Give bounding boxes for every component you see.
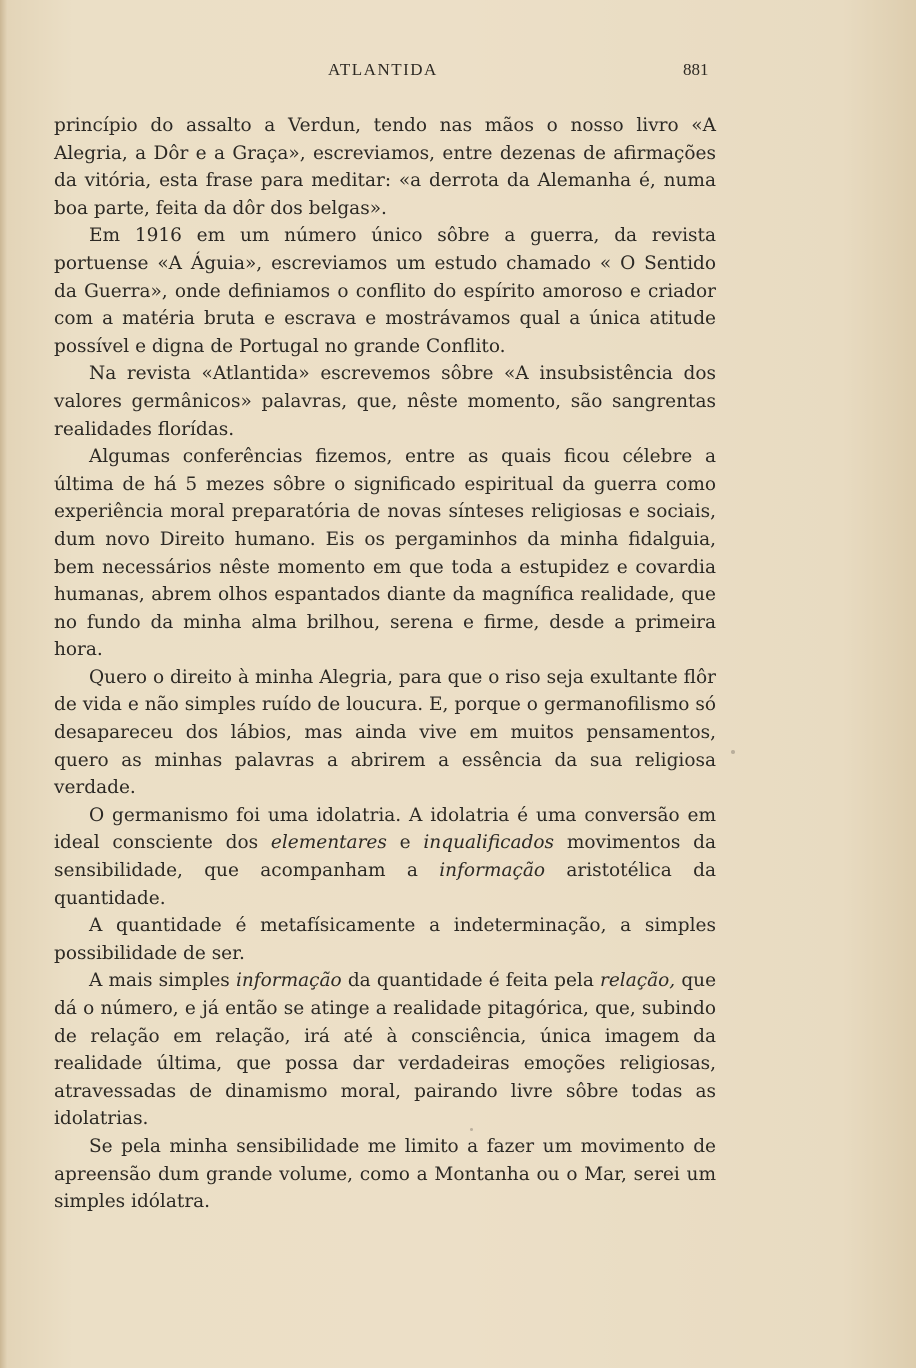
text-run: Em 1916 em um número único sôbre a guerra, da revista portuense «A Águia», escreviamos um estudo chamado « O Sentido da Guerra», onde definiamos o conflito do espírito amoroso e criador com a matéria bruta e escrava e mostrávamos qual a única atitude possível e digna de Portugal no grande Conflito.	[54, 225, 716, 357]
text-run: que dá o número, e já então se atinge a realidade pitagórica, que, subindo de relação em relação, irá até à consciência, única imagem da realidade última, que possa dar verdadeiras emoções religiosas, atravessadas de dinamismo moral, pairando livre sôbre todas as idolatrias.	[54, 970, 717, 1130]
paragraph	[54, 912, 716, 967]
italic-term: informação	[439, 860, 546, 882]
paragraph	[54, 222, 716, 360]
italic-term: inqualificados	[423, 832, 555, 854]
paper-speck	[731, 750, 735, 754]
text-run: movimentos da sensibilidade, que acompanham a	[54, 832, 716, 882]
text-run: Na revista «Atlantida» escrevemos sôbre «A insubsistência dos valores germânicos» palavras, que, nêste momento, são sangrentas realidades florídas.	[54, 363, 716, 440]
text-run: e	[386, 832, 424, 854]
paragraph	[54, 112, 716, 222]
paragraph	[54, 360, 716, 443]
italic-term: informação	[235, 970, 342, 992]
paragraph	[54, 1133, 716, 1216]
body-text	[54, 112, 716, 1216]
text-run: Quero o direito à minha Alegria, para que o riso seja exultante flôr de vida e não simples ruído de loucura. E, porque o germanofilismo só desapareceu dos lábios, mas ainda vive em muitos pensamentos, quero as minhas palavras a abrirem a essência da sua religiosa verdade.	[54, 666, 716, 799]
page-header	[0, 60, 916, 86]
text-run: aristotélica da quantidade.	[54, 860, 716, 909]
text-run: da quantidade é feita pela	[341, 970, 601, 992]
text-run: O germanismo foi uma idolatria. A idolatria é uma conversão em ideal consciente dos	[54, 804, 716, 854]
page-number: 881	[683, 60, 709, 79]
paragraph	[54, 967, 716, 1133]
italic-term: elementares	[270, 832, 387, 854]
paper-speck	[470, 1128, 473, 1131]
text-run: Se pela minha sensibilidade me limito a fazer um movimento de apreensão dum grande volume, como a Montanha ou o Mar, serei um simples idólatra.	[54, 1135, 716, 1213]
text-run: A mais simples	[89, 970, 236, 992]
running-title: ATLANTIDA	[328, 60, 438, 79]
paragraph	[54, 802, 716, 912]
page-edge-shadow	[0, 0, 7, 1368]
paragraph	[54, 664, 716, 802]
paragraph	[54, 443, 716, 664]
text-run: Algumas conferências fizemos, entre as quais ficou célebre a última de há 5 mezes sôbre o significado espiritual da guerra como experiência moral preparatória de novas sínteses religiosas e sociais, dum novo Direito humano. Eis os pergaminhos da minha fidalguia, bem necessários nêste momento em que toda a estupidez e covardia humanas, abrem olhos espantados diante da magnífica realidade, que no fundo da minha alma brilhou, serena e firme, desde a primeira hora.	[54, 446, 716, 661]
text-run: A quantidade é metafísicamente a indeterminação, a simples possibilidade de ser.	[54, 915, 716, 964]
italic-term: relação,	[600, 970, 676, 992]
text-run: princípio do assalto a Verdun, tendo nas mãos o nosso livro «A Alegria, a Dôr e a Graça», escreviamos, entre dezenas de afirmações da vitória, esta frase para meditar: «a derrota da Alemanha é, numa boa parte, feita da dôr dos belgas».	[54, 115, 716, 219]
